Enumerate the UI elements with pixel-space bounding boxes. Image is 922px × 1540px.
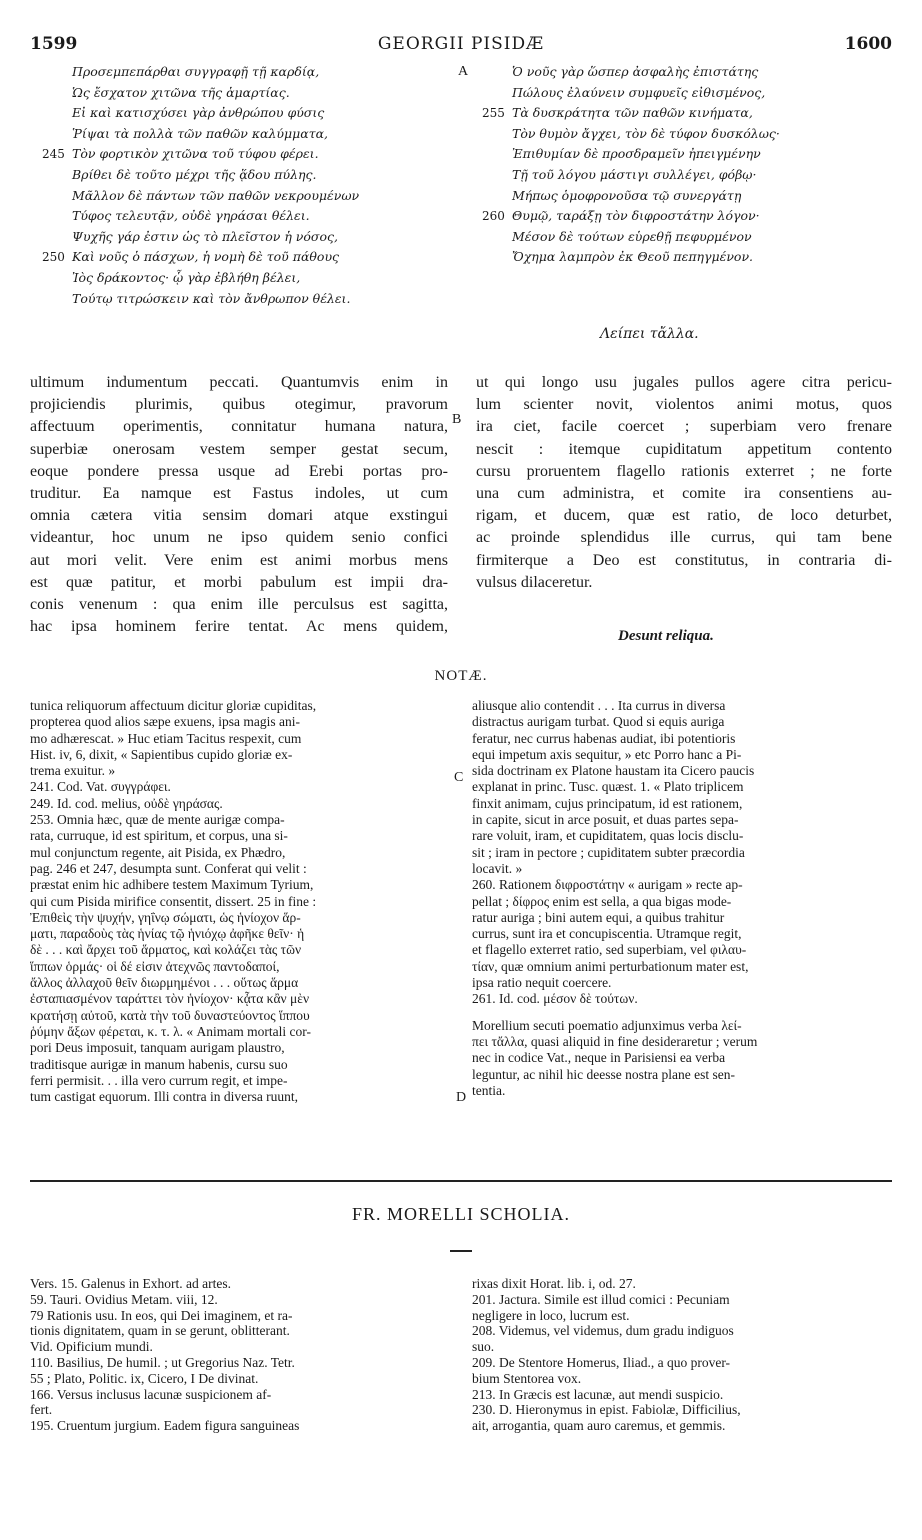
text-line: feratur, nec currus habenas audiat, ibi potentioris	[472, 730, 736, 746]
verse-text: Μέσον δὲ τούτων εὑρεθῇ πεφυρμένον	[512, 228, 752, 244]
scholia-left	[30, 1276, 450, 1434]
text-line: ἐσταπιασμένον ταράττει τὸν ἡνίοχον· κᾆτα κἂν μὲν	[30, 991, 310, 1007]
verse-line	[72, 83, 452, 104]
notes-right	[472, 698, 892, 1099]
text-line: κρατήσῃ αὐτοῦ, κατὰ τὴν τοῦ δυναστεύοντος ἵππου	[30, 1007, 310, 1023]
text-line	[472, 1008, 892, 1018]
verse-text: Βρίθει δὲ τοῦτο μέχρι τῆς ᾅδου πύλης.	[72, 166, 317, 182]
text-line: Morellium secuti poematio adjunximus verba λεί-	[472, 1017, 742, 1033]
text-line: 195. Cruentum jurgium. Eadem figura sanguineas	[30, 1418, 300, 1434]
text-line: tum castigat equorum. Illi contra in diversa ruunt,	[30, 1089, 299, 1105]
text-line: propterea quod alios sæpe exuens, ipsa magis ani-	[30, 714, 300, 730]
text-line: 110. Basilius, De humil. ; ut Gregorius Naz. Tetr.	[30, 1354, 295, 1370]
text-line: truditur. Ea namque est Fastus indoles, ut cum	[30, 485, 448, 503]
text-line: nec in codice Vat., neque in Parisiensi ea verba	[472, 1050, 726, 1066]
text-line: et flagello exterret ratio, sed superbiam, vel φιλαυ-	[472, 942, 747, 958]
margin-letter-d: D	[456, 1090, 467, 1105]
text-line: in capite, sicut in arce posuit, et duas partes sepa-	[472, 812, 739, 828]
text-line: hac ipsa hominem ferire tentat. Ac mens quidem,	[30, 618, 448, 636]
text-line: currus, sunt ira et concupiscentia. Utramque regit,	[472, 926, 742, 942]
verse-line	[512, 83, 892, 104]
verse-text: Θυμῷ, ταράξῃ τὸν διφροστάτην λόγον·	[512, 208, 760, 224]
text-line: suo.	[472, 1339, 495, 1355]
text-line: ipsa ratio nequit coercere.	[472, 975, 612, 991]
greek-verse-left	[42, 62, 452, 309]
verse-text: Τύφος τελευτᾷν, οὐδὲ γηράσαι θέλει.	[72, 208, 310, 224]
verse-text: Τῇ τοῦ λόγου μάστιγι συλλέγει, φόβῳ·	[512, 166, 757, 182]
text-line: rata, curruque, id est spiritum, et corpus, una si-	[30, 828, 288, 844]
text-line: affectuum operimentis, connitatur humana natura,	[30, 418, 448, 436]
text-line: ῥύμην ἄξων φέρεται, κ. τ. λ. « Animam mortali cor-	[30, 1023, 311, 1039]
verse-text: Προσεμπεπάρθαι συγγραφῇ τῇ καρδίᾳ,	[72, 64, 320, 79]
verse-text: Τὸν θυμὸν ἄγχει, τὸν δὲ τύφον δυσκόλως·	[512, 125, 780, 141]
text-line: ἵππων ὁρμάς· οἱ δέ εἰσιν ἀτεχνῶς παντοδαποί,	[30, 958, 280, 974]
verse-text: Μᾶλλον δὲ πάντων τῶν παθῶν νεκρουμένων	[72, 187, 360, 203]
text-line: 253. Omnia hæc, quæ de mente aurigæ compa-	[30, 812, 285, 828]
verse-line	[482, 206, 892, 227]
text-line: 261. Id. cod. μέσον δὲ τούτων.	[472, 991, 638, 1007]
text-line: 166. Versus inclusus lacunæ suspicionem af-	[30, 1386, 272, 1402]
text-line: ait, arrogantia, quam auro caremus, et gemmis.	[472, 1418, 726, 1434]
text-line: sida doctrinam ex Platone haustam ita Cicero paucis	[472, 763, 755, 779]
text-line: locavit. »	[472, 860, 523, 876]
text-line: pellat ; δίφρος enim est sella, a qua bigas mode-	[472, 893, 732, 909]
text-line: tunica reliquorum affectuum dicitur gloriæ cupiditas,	[30, 698, 317, 713]
text-line: firmiterque a Deo est constitutus, in contraria di-	[476, 551, 892, 569]
greek-desunt: Λείπει τἄλλα.	[600, 326, 699, 342]
verse-text: Τὸν φορτικὸν χιτῶνα τοῦ τύφου φέρει.	[72, 146, 319, 162]
verse-text: Εἰ καὶ κατισχύσει γὰρ ἀνθρώπου φύσις	[72, 105, 325, 121]
verse-text: Ῥίψαι τὰ πολλὰ τῶν παθῶν καλύμματα,	[72, 125, 329, 141]
text-line: 260. Rationem διφροστάτην « aurigam » recte ap-	[472, 877, 743, 893]
text-line: mo adhærescat. » Huc etiam Tacitus respexit, cum	[30, 730, 302, 746]
text-line: bium Stentorea vox.	[472, 1370, 582, 1386]
latin-translation-right	[476, 372, 892, 594]
verse-line	[512, 247, 892, 268]
text-line: eoque pondere pressa usque ad Erebi portas pro-	[30, 462, 448, 480]
verse-text: Τούτῳ τιτρώσκειν καὶ τὸν ἄνθρωπον θέλει.	[72, 290, 351, 306]
verse-line	[72, 289, 452, 310]
verse-line	[512, 165, 892, 186]
left-page-number: 1599	[30, 34, 78, 54]
text-line: pori Deus imposuit, tanquam aurigam plaustro,	[30, 1040, 285, 1056]
notae-heading: NOTÆ.	[434, 668, 488, 684]
text-line: leguntur, ac nihil hic deesse nostra plane est sen-	[472, 1066, 735, 1082]
text-line: qui cum Pisida mirifice consentit, dissert. 25 in fine :	[30, 893, 317, 909]
verse-number: 255	[482, 106, 505, 121]
verse-line	[72, 227, 452, 248]
verse-number: 260	[482, 209, 505, 224]
latin-desunt: Desunt reliqua.	[618, 628, 714, 644]
verse-text: Ἰὸς δράκοντος· ᾧ γὰρ ἐβλήθη βέλει,	[72, 269, 301, 285]
verse-text: Τὰ δυσκράτητα τῶν παθῶν κινήματα,	[512, 105, 753, 121]
verse-line	[72, 103, 452, 124]
verse-line	[512, 124, 892, 145]
text-line: ratur auriga ; bini autem equi, a quibus trahitur	[472, 909, 725, 925]
text-line: nescit : itemque cupiditatum appetitum contento	[476, 440, 892, 458]
text-line: distractus aurigam turbat. Quod si equis auriga	[472, 714, 725, 730]
text-line: rixas dixit Horat. lib. i, od. 27.	[472, 1276, 636, 1291]
text-line: ac proinde splendidus ille currus, qui tam bene	[476, 529, 892, 547]
verse-text: Ὁ νοῦς γὰρ ὥσπερ ἀσφαλὴς ἐπιστάτης	[512, 64, 759, 79]
text-line: aut mori velit. Vere enim est animi morbus mens	[30, 551, 448, 569]
text-line: videantur, hoc unum ne ipso quidem senio confici	[30, 529, 448, 547]
margin-letter-a: A	[458, 64, 469, 79]
greek-verse-right	[482, 62, 892, 268]
notes-left	[30, 698, 450, 1105]
text-line: mul conjunctum regente, ait Pisida, ex Phædro,	[30, 844, 286, 860]
verse-line	[72, 186, 452, 207]
margin-letter-b: B	[452, 412, 462, 427]
text-line: conis venenum : qua enim ille perculsus est sagitta,	[30, 596, 448, 614]
text-line: 79 Rationis usu. In eos, qui Dei imaginem, et ra-	[30, 1307, 293, 1323]
text-line: 59. Tauri. Ovidius Metam. viii, 12.	[30, 1291, 218, 1307]
text-line: pag. 246 et 247, desumpta sunt. Conferat qui velit :	[30, 860, 307, 876]
text-line: explanat in princ. Tusc. quæst. 1. « Plato triplicem	[472, 779, 744, 795]
verse-text: Ἐπιθυμίαν δὲ προσδραμεῖν ἠπειγμένην	[512, 146, 761, 162]
running-title: GEORGII PISIDÆ	[377, 34, 545, 54]
verse-line	[512, 62, 892, 83]
verse-line	[72, 124, 452, 145]
verse-line	[482, 103, 892, 124]
latin-translation-left	[30, 372, 448, 638]
text-line: aliusque alio contendit . . . Ita currus in diversa	[472, 698, 726, 713]
verse-text: Ὡς ἔσχατον χιτῶνα τῆς ἁμαρτίας.	[72, 84, 290, 100]
text-line: ut qui longo usu jugales pullos agere citra pericu-	[476, 374, 892, 391]
text-line: tentia.	[472, 1082, 506, 1098]
text-line: fert.	[30, 1402, 53, 1418]
verse-text: Καὶ νοῦς ὁ πάσχων, ἡ νομὴ δὲ τοῦ πάθους	[72, 249, 340, 265]
text-line: tionis dignitatem, quam in se gerunt, oblitterant.	[30, 1323, 290, 1339]
scholia-right	[472, 1276, 892, 1434]
text-line: vulsus dilaceretur.	[476, 573, 593, 591]
text-line: δὲ . . . καὶ ἄρχει τοῦ ἅρματος, καὶ κολάζει τὰς τῶν	[30, 942, 302, 958]
verse-line	[512, 144, 892, 165]
verse-line	[42, 247, 452, 268]
text-line: 241. Cod. Vat. συγγράφει.	[30, 779, 171, 795]
verse-line	[72, 206, 452, 227]
text-line: negligere in loco, lucrum est.	[472, 1307, 630, 1323]
short-rule	[450, 1250, 472, 1252]
text-line: 230. D. Hieronymus in epist. Fabiolæ, Difficilius,	[472, 1402, 741, 1418]
text-line: Vers. 15. Galenus in Exhort. ad artes.	[30, 1276, 231, 1291]
section-rule	[30, 1180, 892, 1182]
text-line: Vid. Opificium mundi.	[30, 1339, 153, 1355]
text-line: 208. Videmus, vel videmus, dum gradu indiguos	[472, 1323, 734, 1339]
text-line: ἄλλος ἀλλαχοῦ θεῖν διωρμημένοι . . . οὕτως ἅρμα	[30, 975, 299, 991]
text-line: Ἐπιθεὶς τὴν ψυχήν, γηΐνῳ σώματι, ὡς ἡνίοχον ἅρ-	[30, 909, 301, 925]
text-line: equi impetum axis sequitur, » etc Porro hanc a Pi-	[472, 746, 742, 762]
text-line: 201. Jactura. Simile est illud comici : Pecuniam	[472, 1291, 730, 1307]
text-line: ματι, παραδοὺς τὰς ἡνίας τῷ ἡνιόχῳ ἀφῆκε θεῖν· ἡ	[30, 926, 305, 942]
verse-text: Ψυχῆς γάρ ἐστιν ὡς τὸ πλεῖστον ἡ νόσος,	[72, 228, 338, 244]
right-page-number: 1600	[844, 34, 892, 54]
verse-line	[512, 186, 892, 207]
text-line: sit ; iram in pectore ; cupiditatem subter præcordia	[472, 844, 745, 860]
text-line: πει τἄλλα, quasi aliquid in fine desideraretur ; verum	[472, 1033, 758, 1049]
verse-line	[42, 144, 452, 165]
verse-number: 245	[42, 147, 65, 162]
text-line: est quæ patitur, et morbi pabulum est impii dra-	[30, 573, 448, 591]
running-header	[30, 34, 892, 56]
text-line: omnia cætera vitia sensim domari atque exstingui	[30, 507, 448, 525]
text-line: 249. Id. cod. melius, οὐδὲ γηράσας.	[30, 795, 223, 811]
verse-line	[72, 165, 452, 186]
text-line: traditisque aurigæ in manum habenis, cursu suo	[30, 1056, 288, 1072]
text-line: projiciendis plurimis, quibus otegimur, pravorum	[30, 396, 448, 414]
text-line: superbiæ onerosam vestem semper gestat secum,	[30, 440, 448, 458]
text-line: una cum administra, et comite ira consentiens au-	[476, 485, 892, 503]
margin-letter-c: C	[454, 770, 464, 785]
text-line: præstat enim hic adhibere testem Maximum Tyrium,	[30, 877, 314, 893]
text-line: 213. In Græcis est lacunæ, aut mendi suspicio.	[472, 1386, 724, 1402]
verse-text: Μήπως ὁμοφρονοῦσα τῷ συνεργάτῃ	[512, 187, 742, 203]
text-line: cursu proruentem flagello rationis exterret ; ne forte	[476, 462, 892, 480]
text-line: finxit animam, cujus principatum, id est rationem,	[472, 795, 743, 811]
verse-line	[72, 62, 452, 83]
text-line: rigam, et ducem, quæ est ratio, de loco deturbet,	[476, 507, 892, 525]
verse-line	[72, 268, 452, 289]
text-line: ira ciet, facile coercet ; superbiam vero frenare	[476, 418, 892, 436]
text-line: ferri permisit. . . illa vero currum regit, et impe-	[30, 1072, 288, 1088]
text-line: rare voluit, iram, et cupiditatem, quas locis disclu-	[472, 828, 744, 844]
text-line: trema exuitur. »	[30, 763, 116, 779]
text-line: 55 ; Plato, Politic. ix, Cicero, I De divinat.	[30, 1370, 259, 1386]
verse-line	[512, 227, 892, 248]
text-line: 209. De Stentore Homerus, Iliad., a quo prover-	[472, 1354, 731, 1370]
text-line: ultimum indumentum peccati. Quantumvis enim in	[30, 374, 448, 391]
text-line: τίαν, quæ omnium animi perturbationum mater est,	[472, 958, 749, 974]
verse-text: Ὄχημα λαμπρὸν ἐκ Θεοῦ πεπηγμένον.	[512, 249, 754, 265]
text-line: Hist. iv, 6, dixit, « Sapientibus cupido gloriæ ex-	[30, 746, 293, 762]
verse-text: Πώλους ἐλαύνειν συμφυεῖς εἰθισμένος,	[512, 84, 766, 100]
verse-number: 250	[42, 250, 65, 265]
text-line: lum scienter novit, violentos animi motus, quos	[476, 396, 892, 414]
scholia-heading: FR. MORELLI SCHOLIA.	[351, 1204, 570, 1224]
